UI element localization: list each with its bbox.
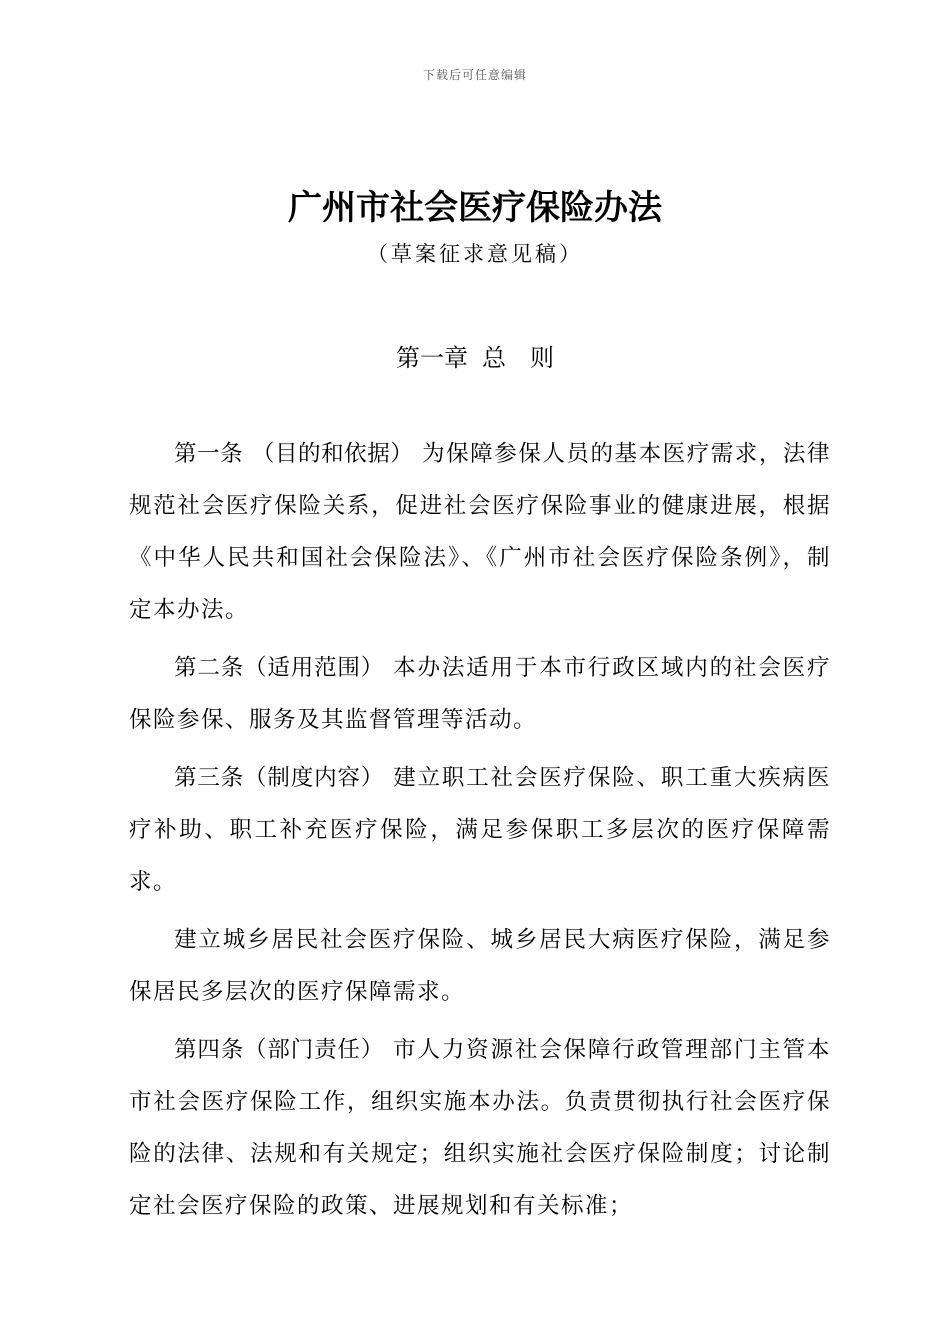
- article-text: 本办法适用于本市行政区域内的社会医疗保险参保、服务及其监督管理等活动。: [129, 655, 831, 733]
- document-title: 广州市社会医疗保险办法: [288, 188, 662, 228]
- continuation-paragraph: [129, 914, 831, 1018]
- article-tag: （目的和依据）: [251, 441, 414, 467]
- article-text: 为保障参保人员的基本医疗需求，法律规范社会医疗保险关系，促进社会医疗保险事业的健康进展，根据《中华人民共和国社会保险法》、《广州市社会医疗保险条例》，制定本办法。: [129, 441, 831, 623]
- article-number: 第一条: [174, 441, 244, 467]
- article-tag: （部门责任）: [244, 1037, 385, 1063]
- article-tag: （制度内容）: [244, 765, 385, 791]
- article-text: 市人力资源社会保障行政管理部门主管本市社会医疗保险工作，组织实施本办法。负责贯彻执行社会医疗保险的法律、法规和有关规定；组织实施社会医疗保险制度；讨论制定社会医疗保险的政策、进展规划和有关标准；: [129, 1037, 831, 1219]
- article-number: 第三条: [174, 765, 245, 791]
- document-subtitle: （草案征求意见稿）: [367, 242, 583, 266]
- article-number: 第二条: [174, 655, 245, 681]
- chapter-heading: [0, 338, 950, 373]
- article-number: 第四条: [174, 1037, 245, 1063]
- chapter-number: 第一章: [396, 344, 468, 372]
- chapter-name: 总 则: [482, 344, 554, 372]
- article-paragraph: [129, 428, 831, 636]
- article-tag: （适用范围）: [244, 655, 385, 681]
- page-header-note: 下载后可任意编辑: [422, 68, 527, 82]
- document-body: [129, 428, 831, 1238]
- article-paragraph: [129, 1024, 831, 1232]
- article-paragraph: [129, 642, 831, 746]
- article-paragraph: [129, 752, 831, 908]
- paragraph-text: 建立城乡居民社会医疗保险、城乡居民大病医疗保险，满足参保居民多层次的医疗保障需求。: [129, 927, 831, 1005]
- article-text: 建立职工社会医疗保险、职工重大疾病医疗补助、职工补充医疗保险，满足参保职工多层次的医疗保障需求。: [129, 765, 831, 895]
